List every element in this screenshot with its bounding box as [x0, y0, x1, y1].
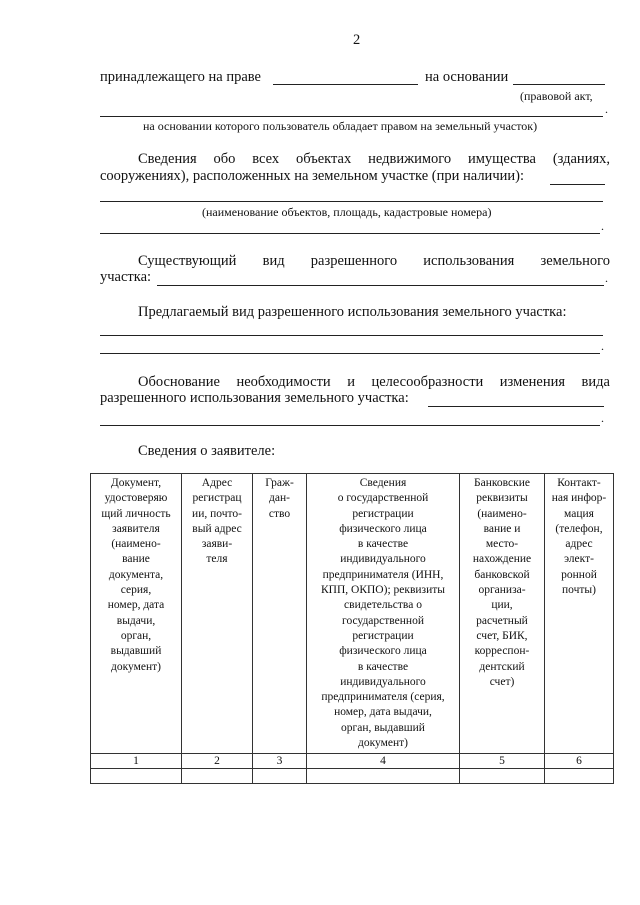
proposed-use-line1: Предлагаемый вид разрешенного использования земельного участка: — [138, 304, 567, 320]
header-identity-document: Документ, удостоверяю щий личность заявителя (наимено- вание документа, серия, номер, дата выдачи, орган, выдавший документ) — [91, 474, 182, 754]
real-estate-field-2[interactable] — [100, 201, 603, 202]
header-address: Адрес регистрац ии, почто- вый адрес заяви- теля — [182, 474, 253, 754]
end-period: . — [601, 339, 604, 353]
table-cell-input[interactable] — [253, 769, 307, 784]
table-column-numbers-row — [91, 754, 614, 769]
header-citizenship: Граж- дан- ство — [253, 474, 307, 754]
header-bank-details: Банковские реквизиты (наимено- вание и место- нахождение банковской организа- ции, расчетный счет, БИК, корреспон- дентский счет) — [460, 474, 545, 754]
real-estate-line1: Сведения обо всех объектах недвижимого имущества (зданиях, — [138, 151, 610, 167]
current-use-line2: участка: — [100, 269, 152, 285]
note-basis: на основании которого пользователь обладает правом на земельный участок) — [143, 119, 538, 133]
end-period: . — [605, 102, 608, 116]
applicant-table — [90, 473, 614, 784]
ownership-basis-label: на основании — [425, 69, 509, 85]
current-use-field[interactable] — [157, 285, 604, 286]
column-number: 4 — [307, 754, 460, 769]
justification-field-2[interactable] — [100, 425, 600, 426]
table-header-row — [91, 474, 614, 754]
column-number: 5 — [460, 754, 545, 769]
header-contact-info: Контакт- ная инфор- мация (телефон, адрес элект- ронной почты) — [545, 474, 614, 754]
table-cell-input[interactable] — [307, 769, 460, 784]
column-number: 6 — [545, 754, 614, 769]
column-number: 2 — [182, 754, 253, 769]
end-period: . — [605, 271, 608, 285]
column-number: 3 — [253, 754, 307, 769]
column-number: 1 — [91, 754, 182, 769]
table-cell-input[interactable] — [545, 769, 614, 784]
table-cell-input[interactable] — [460, 769, 545, 784]
end-period: . — [601, 219, 604, 233]
proposed-use-field-2[interactable] — [100, 353, 600, 354]
real-estate-note: (наименование объектов, площадь, кадастровые номера) — [202, 205, 492, 219]
header-registration-info: Сведения о государственной регистрации физического лица в качестве индивидуального предпринимателя (ИНН, КПП, ОКПО); реквизиты свидетельства о государственной регистрации физического лица в качестве индивидуального предпринимателя (серия, номер, дата выдачи, орган, выдавший документ) — [307, 474, 460, 754]
legal-act-field[interactable] — [100, 116, 603, 117]
justification-field-1[interactable] — [428, 406, 604, 407]
real-estate-field-3[interactable] — [100, 233, 600, 234]
justification-line1: Обоснование необходимости и целесообразности изменения вида — [138, 374, 610, 390]
real-estate-field-1[interactable] — [550, 184, 605, 185]
current-use-line1: Существующий вид разрешенного использования земельного — [138, 253, 610, 269]
applicant-heading: Сведения о заявителе: — [138, 443, 276, 459]
real-estate-line2: сооружениях), расположенных на земельном участке (при наличии): — [100, 168, 524, 184]
page-number: 2 — [353, 32, 361, 48]
table-cell-input[interactable] — [91, 769, 182, 784]
ownership-prefix: принадлежащего на праве — [100, 69, 261, 85]
ownership-basis-field[interactable] — [513, 84, 605, 85]
table-row — [91, 769, 614, 784]
justification-line2: разрешенного использования земельного участка: — [100, 390, 409, 406]
end-period: . — [601, 411, 604, 425]
proposed-use-field-1[interactable] — [100, 335, 603, 336]
note-legal-act: (правовой акт, — [520, 89, 593, 103]
ownership-right-field[interactable] — [273, 84, 418, 85]
table-cell-input[interactable] — [182, 769, 253, 784]
